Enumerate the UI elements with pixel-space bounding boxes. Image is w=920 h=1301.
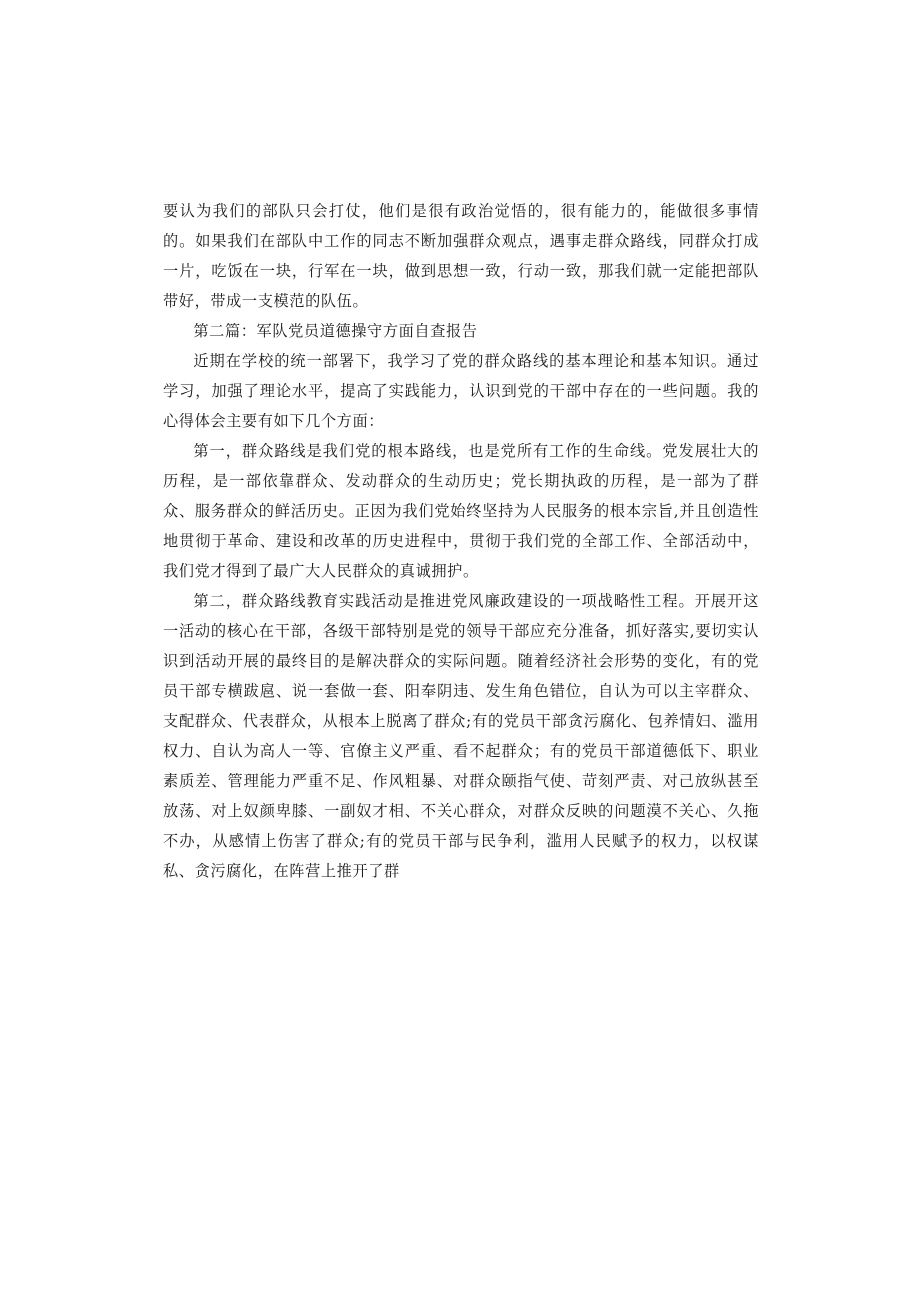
section-heading: 第二篇：军队党员道德操守方面自查报告 <box>193 322 478 340</box>
paragraph-point-two: 第二，群众路线教育实践活动是推进党风廉政建设的一项战略性工程。开展开这一活动的核心在干部，各级干部特别是党的领导干部应充分准备，抓好落实,要切实认识到活动开展的最终目的是解决群众的实际问题。随着经济社会形势的变化，有的党员干部专横跋扈、说一套做一套、阳奉阴违、发生角色错位，自认为可以主宰群众、支配群众、代表群众，从根本上脱离了群众;有的党员干部贪污腐化、包养情妇、滥用权力、自认为高人一等、官僚主义严重、看不起群众；有的党员干部道德低下、职业素质差、管理能力严重不足、作风粗暴、对群众颐指气使、苛刻严责、对己放纵甚至放荡、对上奴颜卑膝、一副奴才相、不关心群众，对群众反映的问题漠不关心、久拖不办，从感情上伤害了群众;有的党员干部与民争利，滥用人民赋予的权力，以权谋私、贪污腐化，在阵营上推开了群 <box>163 592 759 880</box>
paragraph-point-one: 第一，群众路线是我们党的根本路线，也是党所有工作的生命线。党发展壮大的历程，是一部依靠群众、发动群众的生动历史；党长期执政的历程，是一部为了群众、服务群众的鲜活历史。正因为我们党始终坚持为人民服务的根本宗旨,并且创造性地贯彻于革命、建设和改革的历史进程中，贯彻于我们党的全部工作、全部活动中，我们党才得到了最广大人民群众的真诚拥护。 <box>163 442 759 580</box>
paragraph-continuation: 要认为我们的部队只会打仗，他们是很有政治觉悟的，很有能力的，能做很多事情的。如果我们在部队中工作的同志不断加强群众观点，遇事走群众路线，同群众打成一片，吃饭在一块，行军在一块，做到思想一致，行动一致，那我们就一定能把部队带好，带成一支模范的队伍。 <box>163 202 759 310</box>
document-body <box>163 196 759 886</box>
paragraph-intro: 近期在学校的统一部署下，我学习了党的群众路线的基本理论和基本知识。通过学习，加强了理论水平，提高了实践能力，认识到党的干部中存在的一些问题。我的心得体会主要有如下几个方面： <box>163 352 759 430</box>
